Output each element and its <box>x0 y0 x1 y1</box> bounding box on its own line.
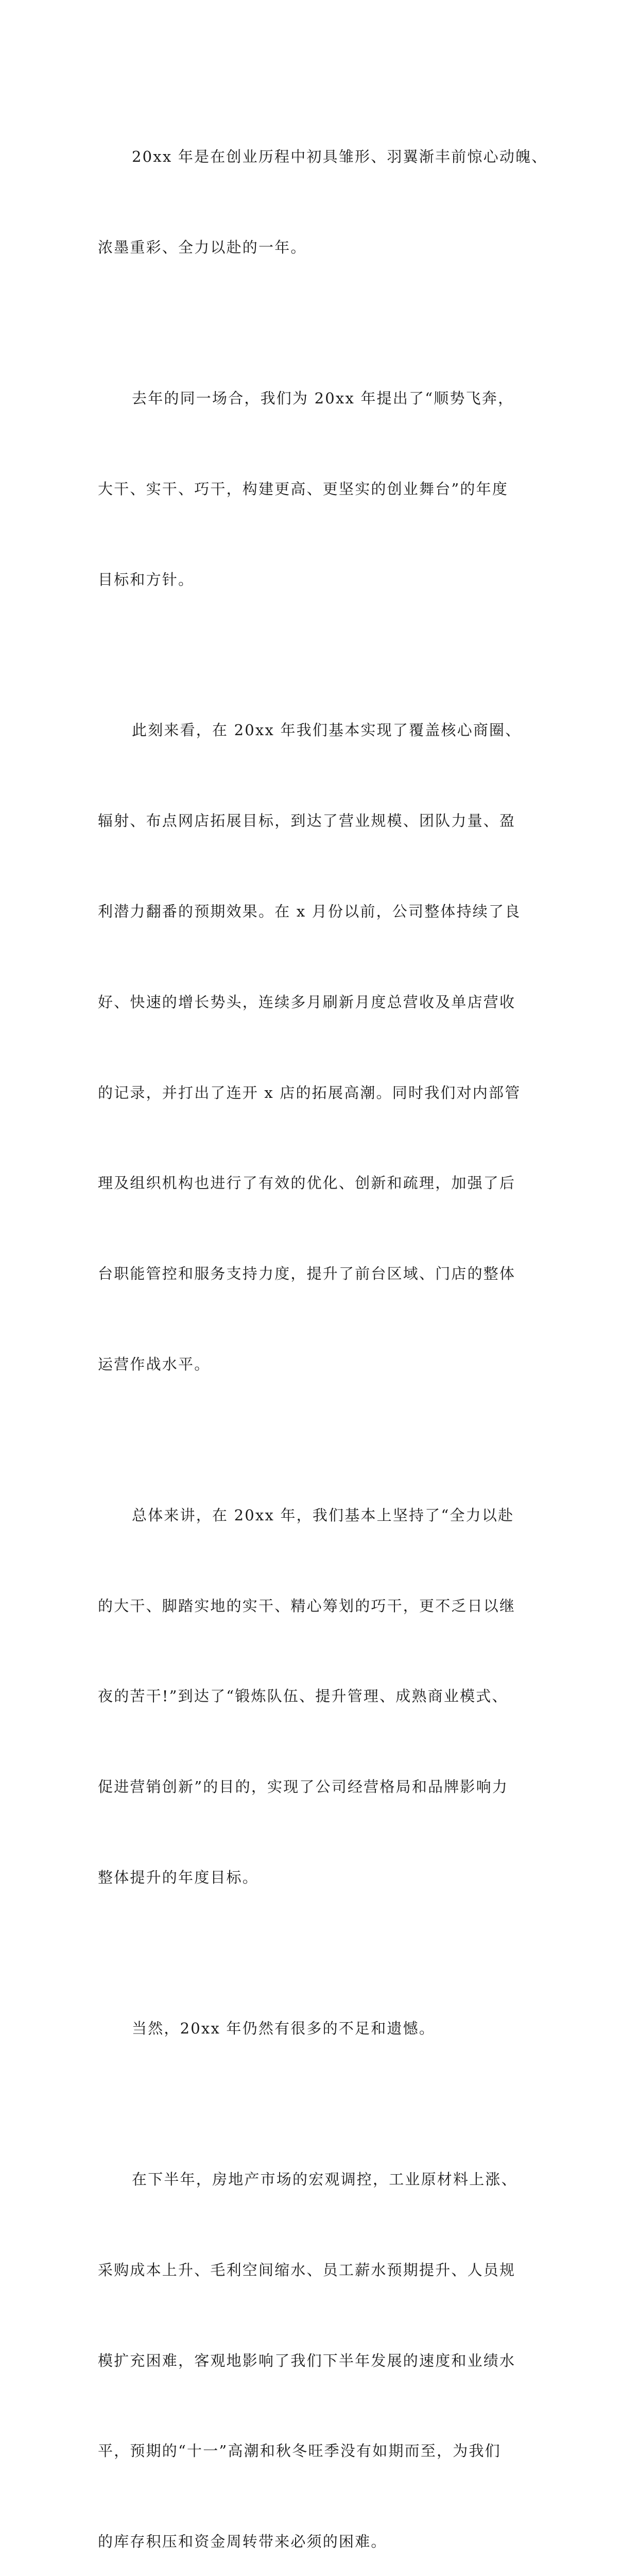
paragraph-line: 大干、实干、巧干，构建更高、更坚实的创业舞台”的年度 <box>98 480 509 498</box>
paragraph-line: 运营作战水平。 <box>98 1355 211 1373</box>
paragraph-line: 促进营销创新”的目的，实现了公司经营格局和品牌影响力 <box>98 1778 509 1796</box>
paragraph-line: 的大干、脚踏实地的实干、精心筹划的巧干，更不乏日以继 <box>98 1597 516 1615</box>
paragraph-2 <box>98 323 561 655</box>
paragraph-1 <box>98 81 561 323</box>
paragraph-line: 辐射、布点网店拓展目标，到达了营业规模、团队力量、盈 <box>98 812 516 830</box>
paragraph-line: 浓墨重彩、全力以赴的一年。 <box>98 238 307 256</box>
paragraph-line: 目标和方针。 <box>98 570 195 588</box>
paragraph-line: 理及组织机构也进行了有效的优化、创新和疏理，加强了后 <box>98 1174 516 1192</box>
paragraph-line: 整体提升的年度目标。 <box>98 1869 259 1887</box>
paragraph-3 <box>98 655 561 1439</box>
paragraph-line: 总体来讲，在 20xx 年，我们基本上坚持了“全力以赴 <box>132 1506 514 1524</box>
paragraph-line: 台职能管控和服务支持力度，提升了前台区域、门店的整体 <box>98 1265 516 1283</box>
paragraph-line: 平，预期的“十一”高潮和秋冬旺季没有如期而至，为我们 <box>98 2442 501 2460</box>
document-body <box>98 81 561 2576</box>
paragraph-line: 利潜力翻番的预期效果。在 x 月份以前，公司整体持续了良 <box>98 903 521 921</box>
paragraph-line: 去年的同一场合，我们为 20xx 年提出了“顺势飞奔， <box>132 389 514 407</box>
paragraph-line: 的库存积压和资金周转带来必须的困难。 <box>98 2533 387 2551</box>
paragraph-line: 采购成本上升、毛利空间缩水、员工薪水预期提升、人员规 <box>98 2261 516 2279</box>
paragraph-line: 夜的苦干!”到达了“锻炼队伍、提升管理、成熟商业模式、 <box>98 1687 508 1705</box>
paragraph-line: 当然，20xx 年仍然有很多的不足和遗憾。 <box>132 2020 436 2037</box>
paragraph-6 <box>98 2104 561 2576</box>
paragraph-line: 20xx 年是在创业历程中初具雏形、羽翼渐丰前惊心动魄、 <box>132 148 548 166</box>
paragraph-line: 此刻来看，在 20xx 年我们基本实现了覆盖核心商圈、 <box>132 721 522 739</box>
paragraph-line: 在下半年，房地产市场的宏观调控，工业原材料上涨、 <box>132 2170 517 2188</box>
paragraph-line: 模扩充困难，客观地影响了我们下半年发展的速度和业绩水 <box>98 2351 516 2369</box>
paragraph-4 <box>98 1440 561 1953</box>
paragraph-line: 好、快速的增长势头，连续多月刷新月度总营收及单店营收 <box>98 993 516 1011</box>
paragraph-line: 的记录，并打出了连开 x 店的拓展高潮。同时我们对内部管 <box>98 1083 521 1101</box>
paragraph-5 <box>98 1953 561 2104</box>
